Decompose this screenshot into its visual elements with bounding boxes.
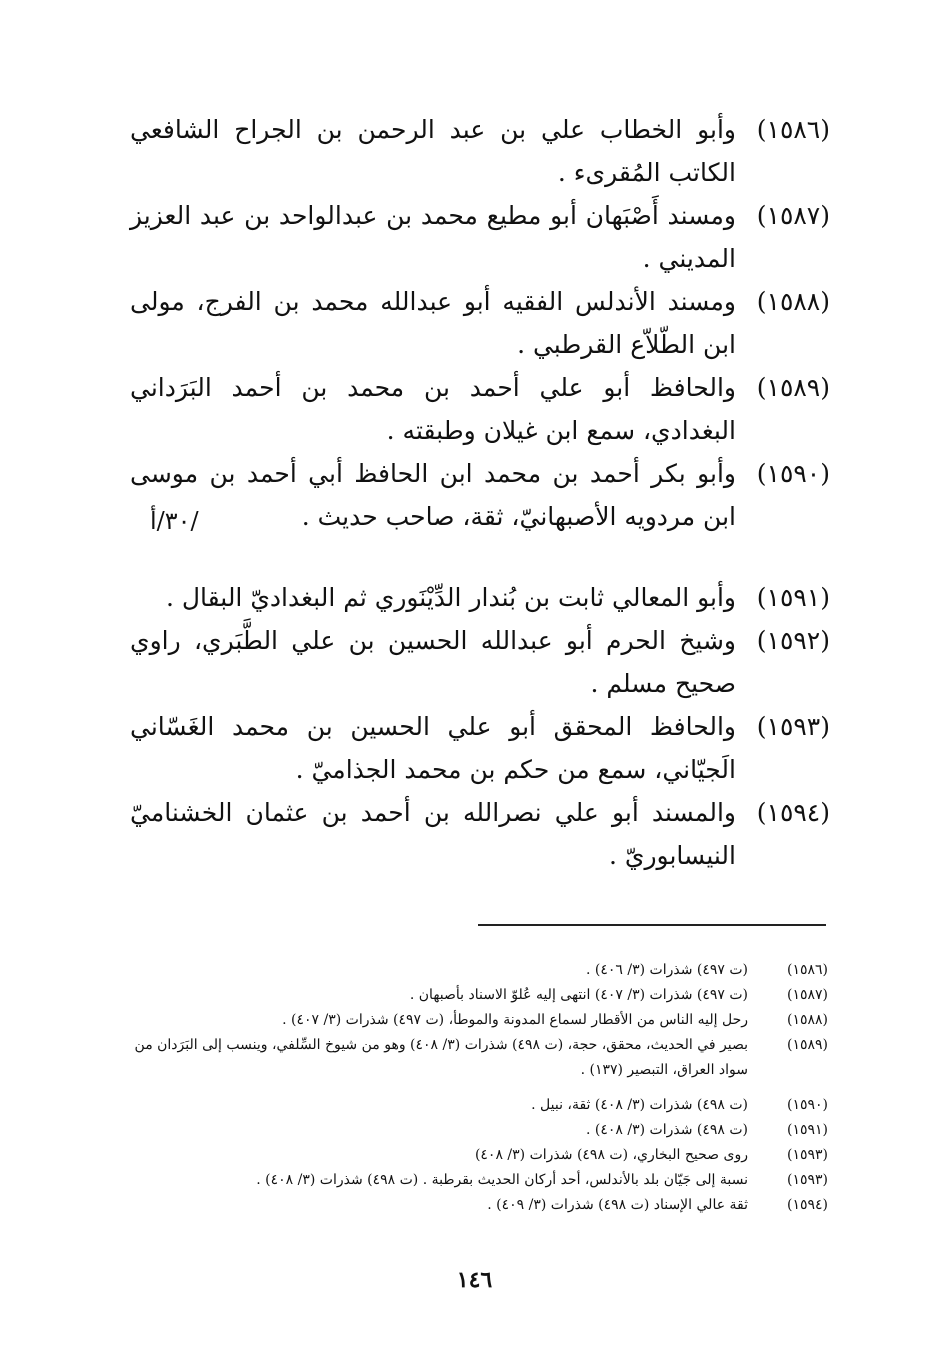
footnote-text: (ت ٤٩٨) شذرات (٣/ ٤٠٨) . — [585, 1122, 748, 1138]
entry-1593 — [130, 705, 830, 791]
footnote-1590 — [130, 1093, 828, 1118]
entry-1592 — [130, 619, 830, 705]
entry-text: وأبو بكر أحمد بن محمد ابن الحافظ أبي أحمد بن موسى ابن مردويه الأصبهانيّ، ثقة، صاحب حديث . — [130, 459, 736, 531]
entry-text: وأبو الخطاب علي بن عبد الرحمن بن الجراح الشافعي الكاتب المُقرىء . — [130, 115, 736, 187]
footnote-text: رحل إليه الناس من الأقطار لسماع المدونة والموطأ، (ت ٤٩٧) شذرات (٣/ ٤٠٧) . — [282, 1012, 748, 1028]
entry-1587 — [130, 194, 830, 280]
footnote-number: (١٥٩٣) — [786, 1172, 828, 1188]
footnote-text: (ت ٤٩٧) شذرات (٣/ ٤٠٦) . — [585, 962, 748, 978]
footnote-number: (١٥٨٧) — [786, 987, 828, 1003]
entry-number: (١٥٨٧) — [756, 201, 830, 230]
entry-text: والحافظ أبو علي أحمد بن محمد بن أحمد البَرَداني البغدادي، سمع ابن غيلان وطبقته . — [130, 373, 736, 445]
entry-number: (١٥٩٣) — [756, 712, 830, 741]
footnote-1591 — [130, 1118, 828, 1143]
footnote-number: (١٥٩٠) — [786, 1097, 828, 1113]
footnote-1593 — [130, 1168, 828, 1193]
entry-number: (١٥٨٦) — [756, 115, 830, 144]
footnotes — [130, 958, 828, 1218]
entry-1588 — [130, 280, 830, 366]
entry-1589 — [130, 366, 830, 452]
entry-number: (١٥٩٠) — [756, 459, 830, 488]
footnote-text: (ت ٤٩٨) شذرات (٣/ ٤٠٨) ثقة، نبيل . — [531, 1097, 748, 1113]
footnote-number: (١٥٨٩) — [786, 1037, 828, 1053]
footnote-number: (١٥٩١) — [786, 1122, 828, 1138]
page-number: ١٤٦ — [456, 1267, 493, 1293]
footnote-text: نسبة إلى جَيّان بلد بالأندلس، أحد أركان الحديث بقرطبة . (ت ٤٩٨) شذرات (٣/ ٤٠٨) . — [256, 1172, 748, 1188]
footnote-1592 — [130, 1143, 828, 1168]
footnote-1586 — [130, 958, 828, 983]
entry-number: (١٥٩٢) — [756, 626, 830, 655]
footnote-1588 — [130, 1008, 828, 1033]
entry-number: (١٥٩٤) — [756, 798, 830, 827]
entry-1586 — [130, 108, 830, 194]
footnote-separator — [478, 924, 826, 926]
entry-1594 — [130, 791, 830, 877]
footnote-number: (١٥٩٣) — [786, 1147, 828, 1163]
footnote-text: (ت ٤٩٧) شذرات (٣/ ٤٠٧) انتهى إليه عُلوّ الاسناد بأصبهان . — [409, 987, 748, 1003]
footnote-1594 — [130, 1193, 828, 1218]
entry-text: والمسند أبو علي نصرالله بن أحمد بن عثمان الخشناميّ النيسابوريّ . — [130, 798, 736, 870]
entry-1591 — [130, 576, 830, 619]
footnote-1587 — [130, 983, 828, 1008]
entry-number: (١٥٩١) — [756, 583, 830, 612]
footnote-text: روى صحيح البخاري، (ت ٤٩٨) شذرات (٣/ ٤٠٨) — [474, 1147, 748, 1163]
entry-number: (١٥٨٩) — [756, 373, 830, 402]
footnote-text: بصير في الحديث، محقق، حجة، (ت ٤٩٨) شذرات (٣/ ٤٠٨) وهو من شيوخ السِّلفي، وينسب إلى البَرَدان من سواد العراق، التبصير (١٣٧) . — [134, 1037, 748, 1078]
entry-text: ومسند الأندلس الفقيه أبو عبدالله محمد بن الفرج، مولى ابن الطّلاّع القرطبي . — [130, 287, 736, 359]
footnote-number: (١٥٨٨) — [786, 1012, 828, 1028]
footnote-number: (١٥٩٤) — [786, 1197, 828, 1213]
entry-1590 — [130, 452, 830, 538]
entries-list — [130, 108, 830, 877]
entry-number: (١٥٨٨) — [756, 287, 830, 316]
entry-text: وشيخ الحرم أبو عبدالله الحسين بن علي الطَّبَري، راوي صحيح مسلم . — [130, 626, 736, 698]
manuscript-folio-mark: /٣٠/أ — [150, 507, 199, 535]
entry-text: ومسند أَصْبَهان أبو مطيع محمد بن عبدالواحد بن عبد العزيز المديني . — [130, 201, 736, 273]
footnote-number: (١٥٨٦) — [786, 962, 828, 978]
footnote-text: ثقة عالي الإسناد (ت ٤٩٨) شذرات (٣/ ٤٠٩) . — [487, 1197, 748, 1213]
entry-text: وأبو المعالي ثابت بن بُندار الدِّيْنَوري ثم البغداديّ البقال . — [165, 583, 736, 612]
entry-text: والحافظ المحقق أبو علي الحسين بن محمد الغَسّاني الَجيّاني، سمع من حكم بن محمد الجذاميّ . — [130, 712, 736, 784]
footnote-1589 — [130, 1033, 828, 1083]
